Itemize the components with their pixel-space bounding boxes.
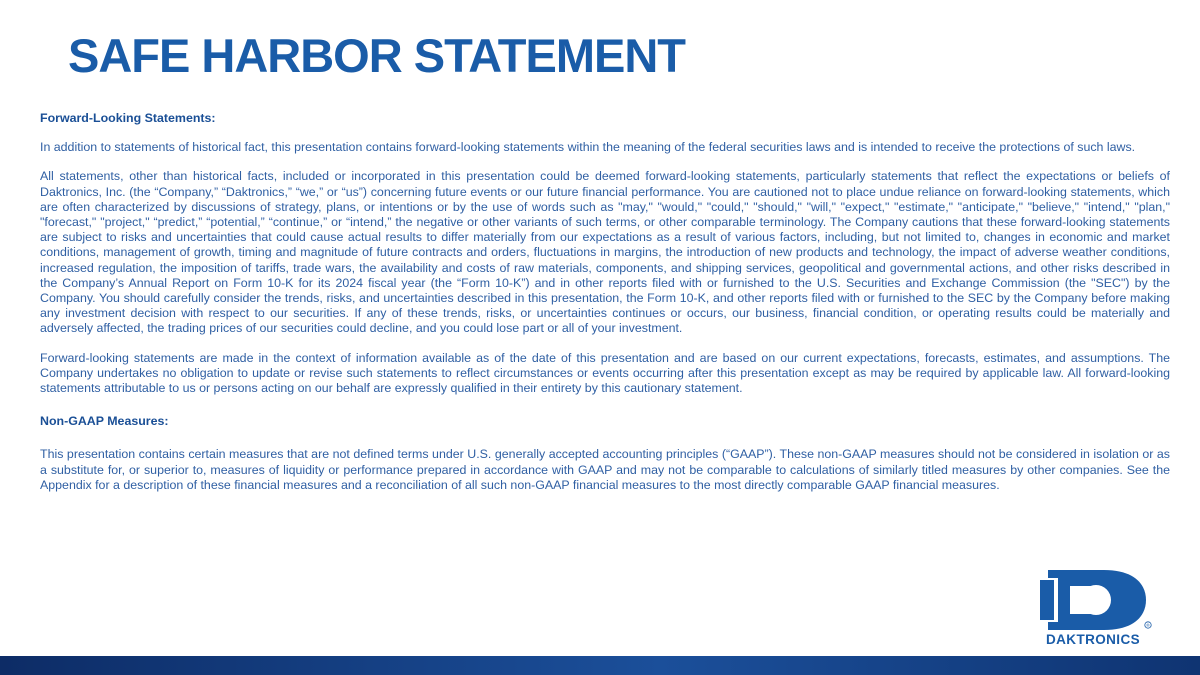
non-gaap-heading: Non-GAAP Measures: xyxy=(40,414,169,429)
forward-looking-paragraph-3: Forward-looking statements are made in the context of information available as of the date of this presentation and are based on our current expectations, forecasts, estimates, and assumptions. The Company undertakes no obligation to update or revise such statements to reflect circumstances or events occurring after this presentation except as may be required by applicable law. All forward-looking statements attributable to us or persons acting on our behalf are expressly qualified in their entirety by this cautionary statement. xyxy=(40,350,1170,396)
forward-looking-heading: Forward-Looking Statements: xyxy=(40,111,216,125)
registered-mark: ® xyxy=(1146,623,1150,629)
forward-looking-paragraph-1: In addition to statements of historical fact, this presentation contains forward-looking statements within the meaning of the federal securities laws and is intended to receive the protections of such laws. xyxy=(40,140,1136,155)
logo-wordmark: DAKTRONICS xyxy=(1046,632,1140,647)
daktronics-logo xyxy=(1030,568,1156,648)
safe-harbor-content xyxy=(40,111,1170,507)
non-gaap-paragraph: This presentation contains certain measures that are not defined terms under U.S. generally accepted accounting principles (“GAAP”). These non-GAAP measures should not be considered in isolation or as a substitute for, or superior to, measures of liquidity or performance prepared in accordance with GAAP and may not be comparable to calculations of similarly titled measures by other companies. See the Appendix for a description of these financial measures and a reconciliation of all such non-GAAP financial measures to the most directly comparable GAAP financial measures. xyxy=(40,447,1170,492)
daktronics-d-icon xyxy=(1030,568,1156,632)
page-title: SAFE HARBOR STATEMENT xyxy=(68,29,685,82)
forward-looking-paragraph-2: All statements, other than historical facts, included or incorporated in this presentation could be deemed forward-looking statements, particularly statements that reflect the expectations or beliefs of Daktronics, Inc. (the “Company,” “Daktronics,” “we,” or “us”) concerning future events or our future financial performance. You are cautioned not to place undue reliance on forward-looking statements, which are often characterized by discussions of strategy, plans, or intentions or by the use of words such as "may," "would," "could," "should," "will," "expect," "estimate," "anticipate," "believe," "intend," "plan," "forecast," "project," “predict,” “potential,” “continue,” or “intend,” the negative or other variants of such terms, or other comparable terminology. The Company cautions that these forward-looking statements are subject to risks and uncertainties that could cause actual results to differ materially from our expectations as a result of various factors, including, but not limited to, changes in economic and market conditions, management of growth, timing and magnitude of future contracts and orders, fluctuations in margins, the introduction of new products and technology, the impact of adverse weather conditions, increased regulation, the imposition of tariffs, trade wars, the availability and costs of raw materials, components, and shipping services, geopolitical and governmental actions, and other risks described in the Company’s Annual Report on Form 10-K for its 2024 fiscal year (the “Form 10-K”) and in other reports filed with or furnished to the U.S. Securities and Exchange Commission (the "SEC") by the Company. You should carefully consider the trends, risks, and uncertainties described in this presentation, the Form 10-K, and other reports filed with or furnished to the SEC by the Company before making any investment decision with respect to our securities. If any of these trends, risks, or uncertainties continues or occurs, our business, financial condition, or operating results could be materially and adversely affected, the trading prices of our securities could decline, and you could lose part or all of your investment. xyxy=(40,169,1170,336)
footer-bar xyxy=(0,656,1200,675)
